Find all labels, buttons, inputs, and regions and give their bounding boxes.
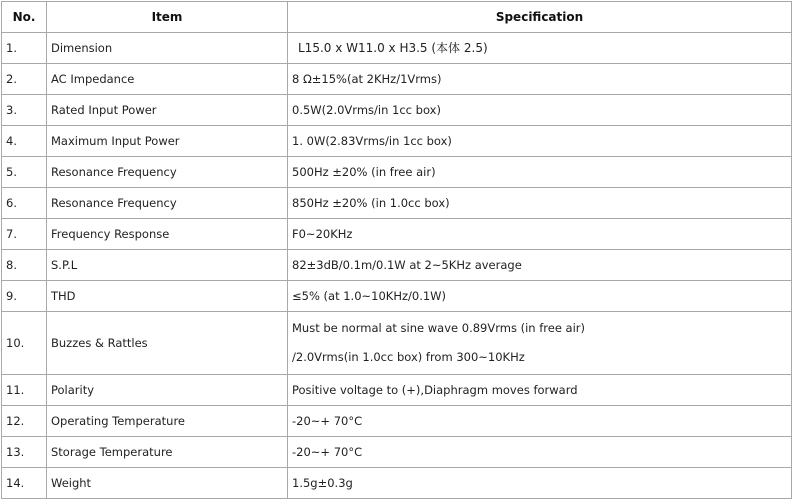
row-number: 11. [2,375,47,406]
row-number: 1. [2,33,47,64]
specification-table [1,1,792,499]
specification-line: Must be normal at sine wave 0.89Vrms (in free air) [292,321,586,335]
specification-line: 0.5W(2.0Vrms/in 1cc box) [292,102,441,117]
table-header-row [2,2,792,33]
row-number: 10. [2,312,47,375]
table-row [2,250,792,281]
table-row [2,312,792,375]
specification-line: 850Hz ±20% (in 1.0cc box) [292,195,450,210]
row-item: Dimension [47,33,288,64]
specification-line: Positive voltage to (+),Diaphragm moves forward [292,382,578,397]
specification-line: ≤5% (at 1.0~10KHz/0.1W) [292,288,447,303]
row-specification [288,281,792,312]
table-row [2,468,792,499]
row-item: Weight [47,468,288,499]
row-item: Operating Temperature [47,406,288,437]
row-specification [288,437,792,468]
table-row [2,281,792,312]
specification-line: F0~20KHz [292,226,353,241]
row-number: 13. [2,437,47,468]
row-item: S.P.L [47,250,288,281]
header-item: Item [47,2,288,33]
table-body [2,33,792,499]
row-specification [288,157,792,188]
specification-line: -20~+ 70°C [292,444,363,459]
specification-line: 82±3dB/0.1m/0.1W at 2~5KHz average [292,257,522,272]
table-row [2,64,792,95]
row-number: 4. [2,126,47,157]
row-specification [288,64,792,95]
row-item: THD [47,281,288,312]
table-row [2,219,792,250]
specification-line: 1. 0W(2.83Vrms/in 1cc box) [292,133,452,148]
table-row [2,375,792,406]
row-specification [288,95,792,126]
specification-line: 500Hz ±20% (in free air) [292,164,436,179]
row-specification [288,188,792,219]
row-specification [288,126,792,157]
row-number: 5. [2,157,47,188]
specification-line: /2.0Vrms(in 1.0cc box) from 300~10KHz [292,350,525,364]
table-row [2,157,792,188]
specification-line: 8 Ω±15%(at 2KHz/1Vrms) [292,71,442,86]
row-specification [288,33,792,64]
table-row [2,33,792,64]
row-specification [288,312,792,375]
row-number: 6. [2,188,47,219]
row-item: AC Impedance [47,64,288,95]
table-row [2,437,792,468]
table-row [2,406,792,437]
row-item: Storage Temperature [47,437,288,468]
row-number: 9. [2,281,47,312]
row-item: Resonance Frequency [47,188,288,219]
row-number: 8. [2,250,47,281]
row-item: Polarity [47,375,288,406]
row-specification [288,406,792,437]
table-row [2,126,792,157]
row-specification [288,468,792,499]
row-specification [288,250,792,281]
row-item: Rated Input Power [47,95,288,126]
table-row [2,95,792,126]
row-number: 12. [2,406,47,437]
specification-line: 1.5g±0.3g [292,475,353,490]
row-number: 7. [2,219,47,250]
header-no: No. [2,2,47,33]
row-item: Buzzes & Rattles [47,312,288,375]
row-item: Frequency Response [47,219,288,250]
specification-line: L15.0 x W11.0 x H3.5 (本体 2.5) [298,40,488,55]
header-specification: Specification [288,2,792,33]
row-number: 3. [2,95,47,126]
row-item: Maximum Input Power [47,126,288,157]
row-specification [288,375,792,406]
row-number: 2. [2,64,47,95]
row-number: 14. [2,468,47,499]
table-row [2,188,792,219]
specification-line: -20~+ 70°C [292,413,363,428]
row-item: Resonance Frequency [47,157,288,188]
row-specification [288,219,792,250]
